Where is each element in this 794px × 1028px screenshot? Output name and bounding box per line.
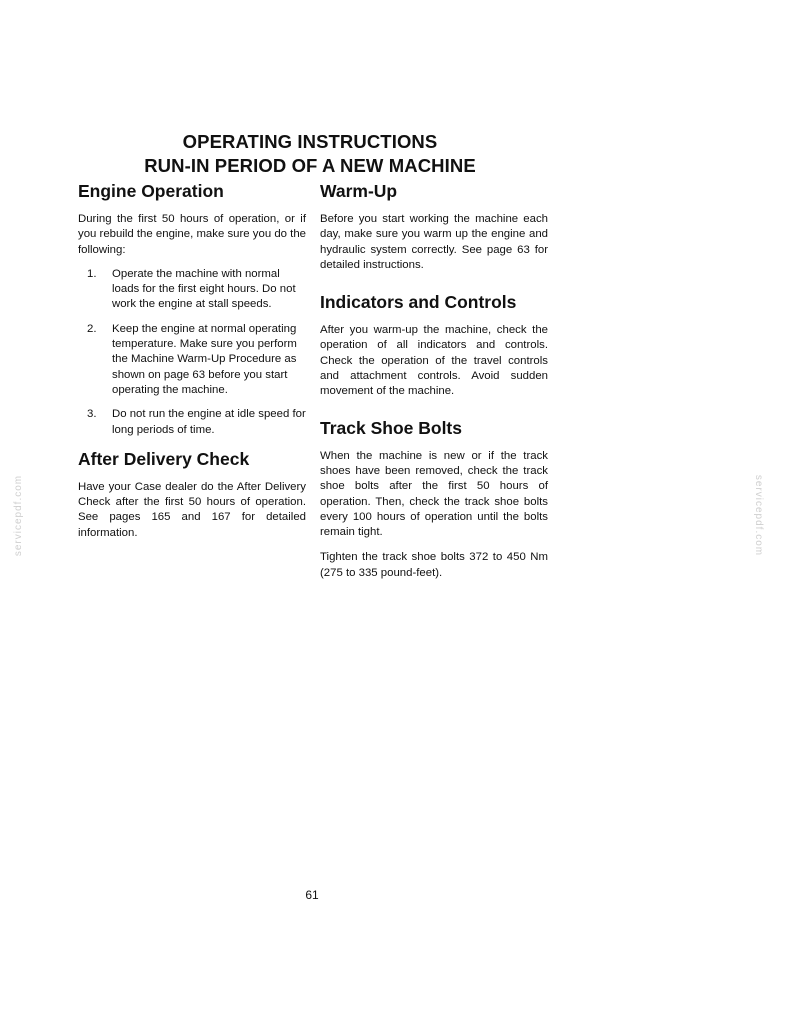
list-item xyxy=(87,267,306,313)
page-number: 61 xyxy=(305,888,319,902)
watermark-left: servicepdf.com xyxy=(13,474,25,557)
list-item-text: Do not run the engine at idle speed for long periods of time. xyxy=(112,408,306,436)
engine-operation-heading: Engine Operation xyxy=(78,181,224,201)
left-column xyxy=(78,180,306,541)
list-item-text: Operate the machine with normal loads for the first eight hours. Do not work the engine at stall speeds. xyxy=(112,267,296,311)
warm-up-heading: Warm-Up xyxy=(320,181,398,201)
engine-operation-intro: During the first 50 hours of operation, or if you rebuild the engine, make sure you do the following: xyxy=(78,213,306,256)
list-item xyxy=(87,407,306,438)
list-item-text: Keep the engine at normal operating temperature. Make sure you perform the Machine Warm-Up Procedure as shown on page 63 before you start operating the machine. xyxy=(112,322,297,396)
page-title-line2: RUN-IN PERIOD OF A NEW MACHINE xyxy=(144,155,476,176)
track-shoe-body-1: When the machine is new or if the track shoes have been removed, check the track shoe bolts after the first 50 hours of operation. Then, check the track shoe bolts every 100 hours of operation until the bolts remain tight. xyxy=(320,449,548,539)
after-delivery-body: Have your Case dealer do the After Delivery Check after the first 50 hours of operation. See pages 165 and 167 for detailed information. xyxy=(78,480,306,539)
list-item-number: 1. xyxy=(87,267,97,280)
indicators-heading: Indicators and Controls xyxy=(320,292,517,313)
warm-up-section xyxy=(320,180,548,273)
indicators-section xyxy=(320,291,548,399)
page-title-line1: OPERATING INSTRUCTIONS xyxy=(182,131,438,152)
list-item-number: 3. xyxy=(87,408,97,421)
warm-up-body: Before you start working the machine each day, make sure you warm up the engine and hydraulic system correctly. See page 63 for detailed instructions. xyxy=(320,213,548,271)
indicators-body: After you warm-up the machine, check the operation of all indicators and controls. Check the operation of the travel controls and attachment controls. Avoid sudden movement of the machine. xyxy=(320,324,548,398)
watermark-right: servicepdf.com xyxy=(753,474,765,557)
engine-operation-section xyxy=(78,180,306,438)
track-shoe-body-2: Tighten the track shoe bolts 372 to 450 Nm (275 to 335 pound-feet). xyxy=(320,551,548,579)
list-item xyxy=(87,322,306,398)
track-shoe-section xyxy=(320,417,548,581)
after-delivery-section xyxy=(78,448,306,541)
right-column xyxy=(320,180,548,581)
after-delivery-heading: After Delivery Check xyxy=(78,448,250,469)
track-shoe-heading: Track Shoe Bolts xyxy=(320,417,462,438)
list-item-number: 2. xyxy=(87,322,97,335)
engine-operation-list xyxy=(78,267,306,438)
